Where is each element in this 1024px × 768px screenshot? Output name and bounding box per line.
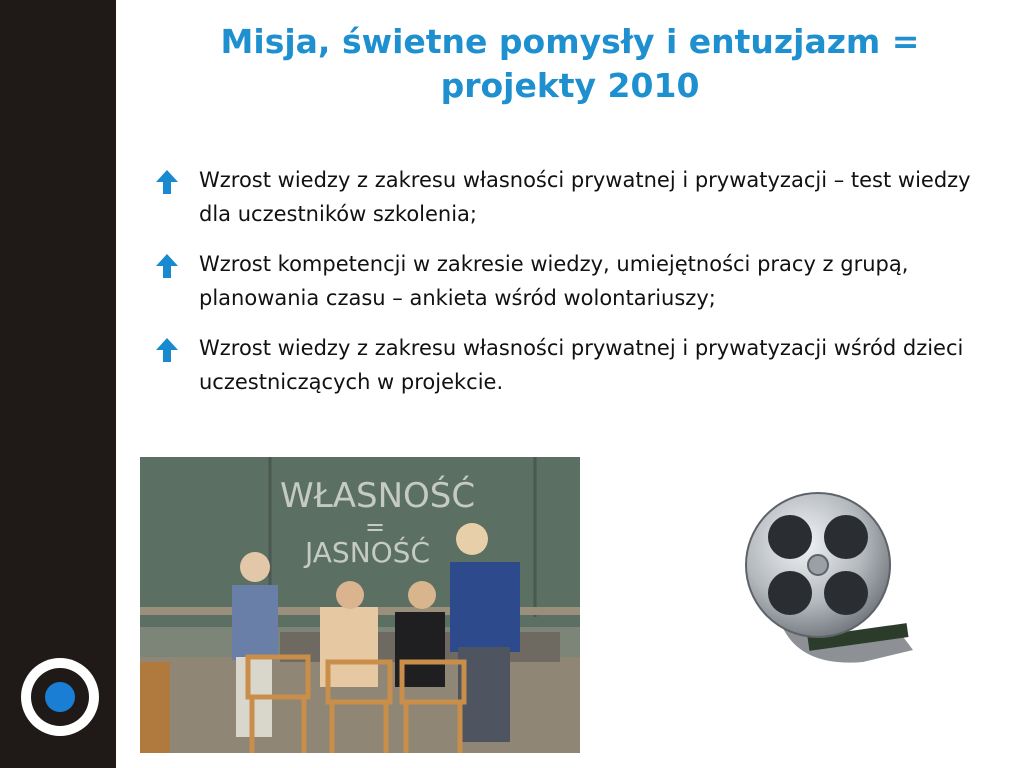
arrow-up-icon xyxy=(155,337,179,363)
bullet-text: Wzrost wiedzy z zakresu własności prywatnej i prywatyzacji – test wiedzy dla uczestników szkolenia; xyxy=(199,168,971,226)
bullet-list xyxy=(155,163,985,415)
board-text: = xyxy=(365,513,386,541)
logo-ring xyxy=(31,668,89,726)
board-text: JASNOŚĆ xyxy=(305,536,431,569)
bullet-text: Wzrost kompetencji w zakresie wiedzy, umiejętności pracy z grupą, planowania czasu – ankieta wśród wolontariuszy; xyxy=(199,252,909,310)
sidebar xyxy=(0,0,116,768)
arrow-up-icon xyxy=(155,253,179,279)
bullet-item xyxy=(155,331,985,399)
bullet-item xyxy=(155,247,985,315)
slide-title: Misja, świetne pomysły i entuzjazm = projekty 2010 xyxy=(220,22,920,105)
film-reel-icon xyxy=(738,490,928,670)
circle-logo xyxy=(21,658,99,736)
board-text: WŁASNOŚĆ xyxy=(280,476,476,516)
classroom-photo xyxy=(140,457,580,753)
arrow-up-icon xyxy=(155,169,179,195)
logo-dot xyxy=(45,682,75,712)
bullet-item xyxy=(155,163,985,231)
bullet-text: Wzrost wiedzy z zakresu własności prywatnej i prywatyzacji wśród dzieci uczestniczących w projekcie. xyxy=(199,336,964,394)
classroom-illustration xyxy=(140,457,580,753)
